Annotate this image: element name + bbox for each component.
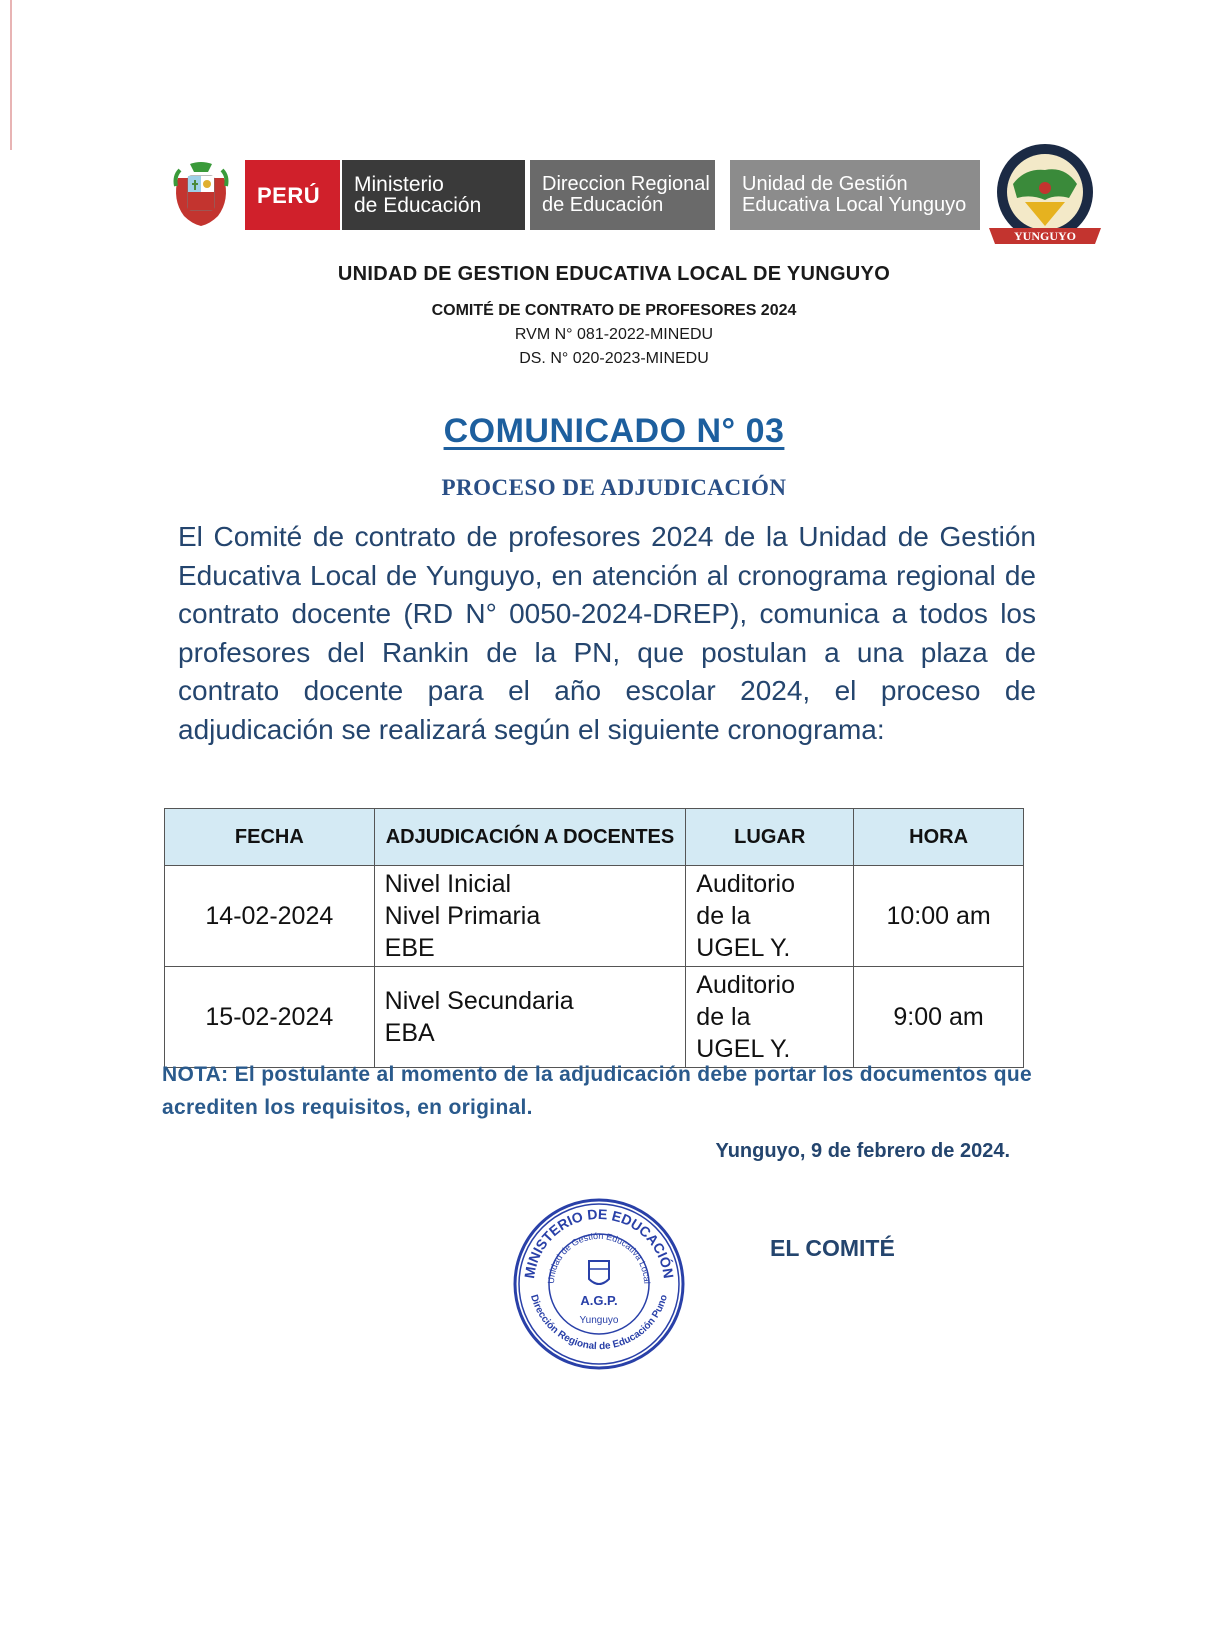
table-header-row	[165, 809, 1024, 866]
dre-block	[530, 160, 715, 230]
schedule-table	[164, 808, 1024, 1068]
org-name: UNIDAD DE GESTION EDUCATIVA LOCAL DE YUNGUYO	[337, 263, 891, 285]
row-lugar	[686, 967, 854, 1068]
table-row	[165, 967, 1024, 1068]
page-edge-line	[10, 0, 12, 150]
svg-text:YUNGUYO: YUNGUYO	[1014, 229, 1076, 243]
dre-line2: de Educación	[542, 194, 664, 216]
seal-inner-text: Unidad de Gestión Educativa Local	[545, 1230, 653, 1285]
adj-item: Nivel Primaria	[384, 902, 541, 930]
ministerio-block	[342, 160, 525, 230]
peru-coat-of-arms-icon	[170, 160, 232, 228]
ministerio-line2: de Educación	[354, 194, 482, 217]
seal-place: Yunguyo	[579, 1315, 619, 1326]
lugar-line: Auditorio	[696, 870, 795, 898]
seal-top-text: MINISTERIO DE EDUCACIÓN	[521, 1205, 677, 1280]
row-lugar	[686, 866, 854, 967]
seal-bottom-text: Dirección Regional de Educación Puno	[528, 1293, 670, 1353]
ugel-block	[730, 160, 980, 230]
rvm-reference: RVM N° 081-2022-MINEDU	[514, 326, 714, 343]
lugar-line: de la	[696, 1003, 751, 1031]
ugel-line2: Educativa Local Yunguyo	[742, 194, 967, 216]
lugar-line: Auditorio	[696, 971, 795, 999]
ds-reference: DS. N° 020-2023-MINEDU	[519, 350, 709, 367]
document-title: COMUNICADO N° 03	[443, 412, 785, 450]
dre-line1: Direccion Regional	[542, 173, 710, 195]
ministerio-line1: Ministerio	[354, 173, 444, 196]
row-date: 15-02-2024	[165, 967, 375, 1068]
adj-item: Nivel Inicial	[384, 870, 512, 898]
row-hora: 10:00 am	[854, 866, 1024, 967]
table-row	[165, 866, 1024, 967]
date-place: Yunguyo, 9 de febrero de 2024.	[715, 1140, 1010, 1162]
lugar-line: UGEL Y.	[696, 1035, 791, 1063]
header-lugar: LUGAR	[686, 809, 854, 866]
lugar-line: UGEL Y.	[696, 934, 791, 962]
row-adjudicacion	[374, 967, 686, 1068]
ugel-line1: Unidad de Gestión	[742, 173, 908, 195]
lugar-line: de la	[696, 902, 751, 930]
nota-text: NOTA: El postulante al momento de la adjudicación debe portar los documentos que acrediten los requisitos, en original.	[162, 1063, 1032, 1119]
signature-committee: EL COMITÉ	[770, 1235, 895, 1261]
header-adjudicacion: ADJUDICACIÓN A DOCENTES	[374, 809, 686, 866]
official-seal-stamp	[510, 1195, 688, 1373]
row-date: 14-02-2024	[165, 866, 375, 967]
body-paragraph: El Comité de contrato de profesores 2024 de la Unidad de Gestión Educativa Local de Yunguyo, en atención al cronograma regional de contrato docente (RD N° 0050-2024-DREP), comunica a todos los profesores del Rankin de la PN, que postulan a una plaza de contrato docente para el año escolar 2024, el proceso de adjudicación se realizará según el siguiente cronograma:	[178, 521, 1036, 745]
adj-item: EBA	[384, 1019, 435, 1047]
committee-name: COMITÉ DE CONTRATO DE PROFESORES 2024	[431, 302, 797, 319]
adj-item: Nivel Secundaria	[384, 987, 574, 1015]
seal-agp: A.G.P.	[580, 1293, 618, 1308]
adj-item: EBE	[384, 934, 435, 962]
document-subtitle: PROCESO DE ADJUDICACIÓN	[441, 475, 787, 500]
peru-brand-block	[245, 160, 340, 230]
row-hora: 9:00 am	[854, 967, 1024, 1068]
row-adjudicacion	[374, 866, 686, 967]
peru-label: PERÚ	[257, 182, 321, 208]
svg-text:Unidad de Gestión Educativa Lo	[546, 1231, 652, 1284]
header-hora: HORA	[854, 809, 1024, 866]
ugel-yunguyo-logo-icon	[985, 140, 1105, 248]
header-fecha: FECHA	[165, 809, 375, 866]
